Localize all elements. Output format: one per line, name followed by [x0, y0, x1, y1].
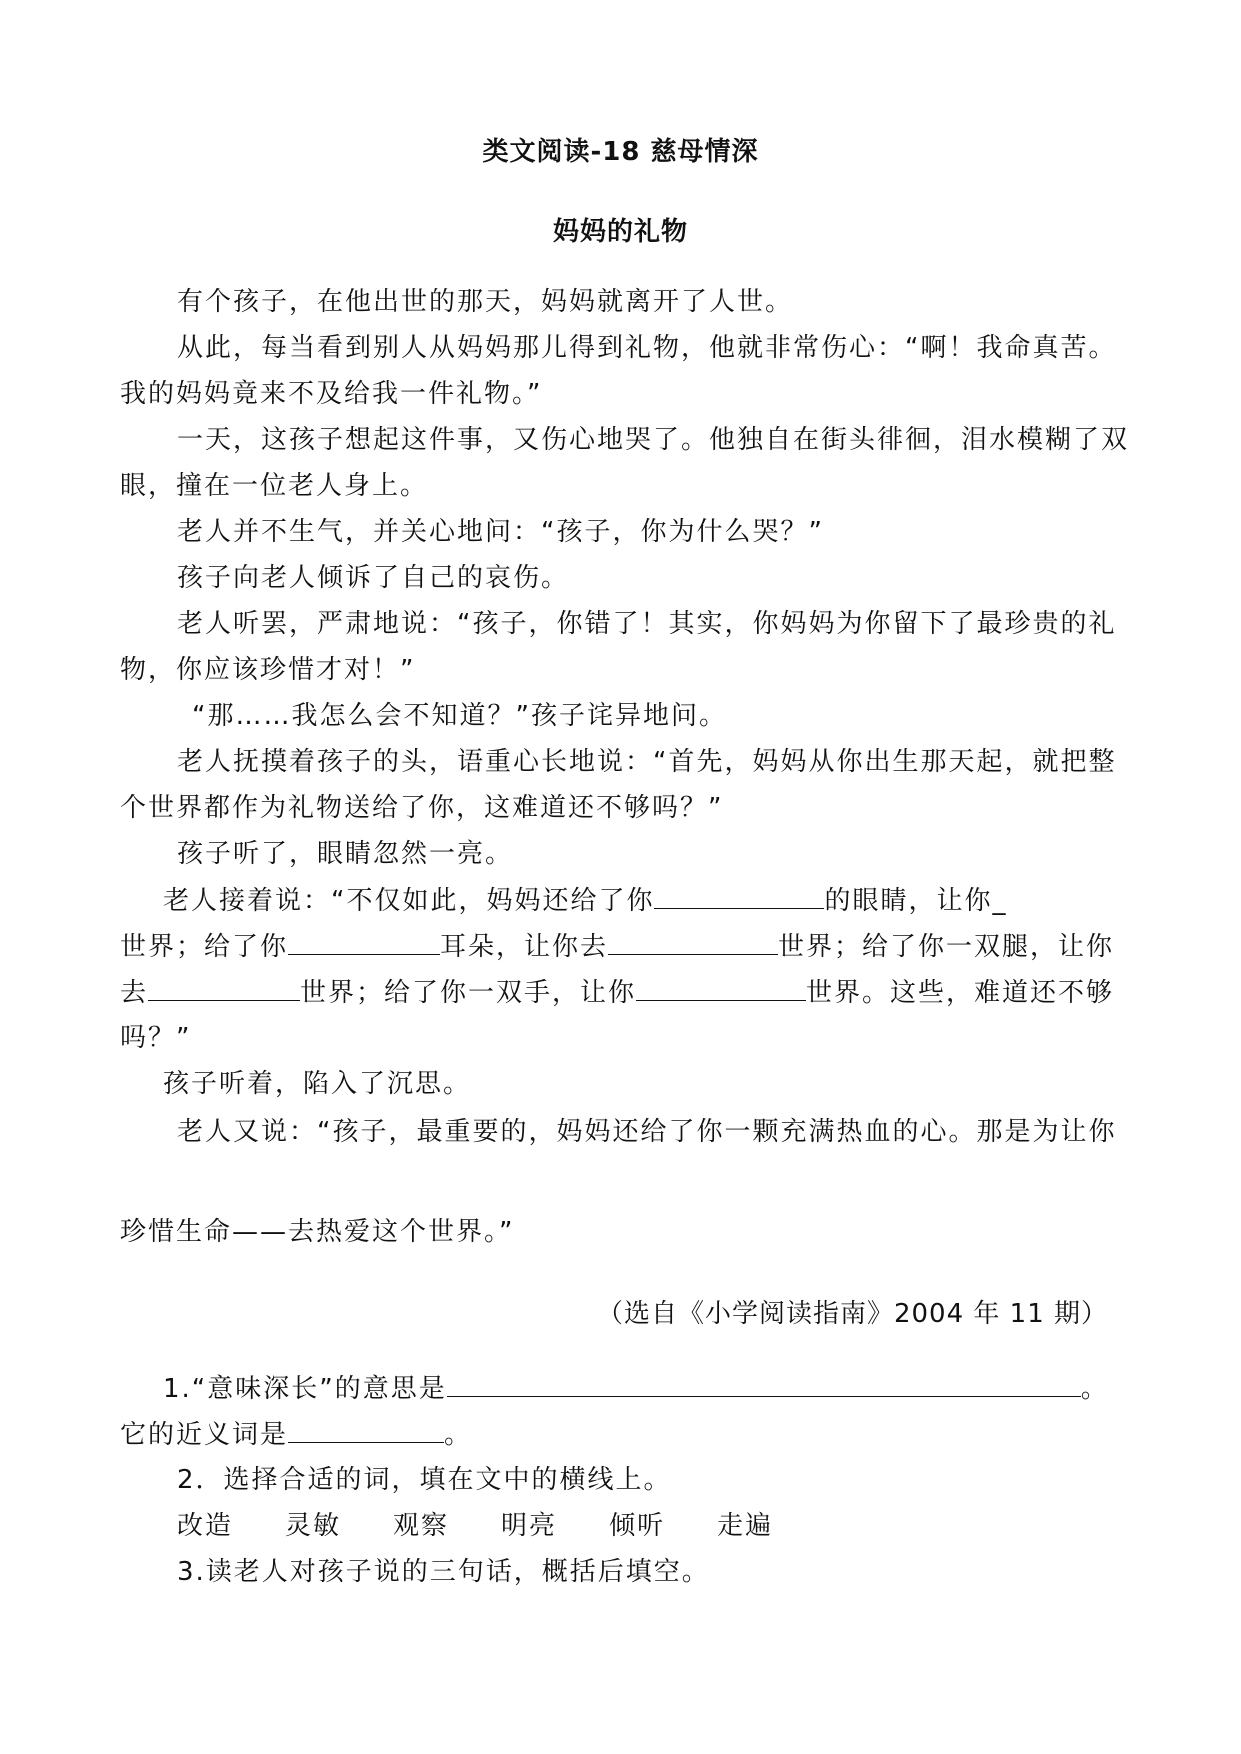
paragraph-12-line-1: 老人又说：“孩子，最重要的，妈妈还给了你一颗充满热血的心。那是为让你 [177, 1117, 1117, 1147]
paragraph-6-line-1: 老人听罢，严肃地说：“孩子，你错了！其实，你妈妈为你留下了最珍贵的礼 [177, 609, 1117, 639]
paragraph-5: 孩子向老人倾诉了自己的哀伤。 [177, 563, 570, 593]
blank-change[interactable] [636, 974, 806, 1001]
word-option: 改造 [177, 1511, 234, 1541]
paragraph-8-line-1: 老人抚摸着孩子的头，语重心长地说：“首先，妈妈从你出生那天起，就把整 [177, 747, 1117, 777]
blank-synonym[interactable] [288, 1416, 444, 1443]
paragraph-10-line-2 [120, 928, 1114, 965]
paragraph-10-line-4: 吗？” [120, 1023, 192, 1053]
paragraph-2-line-1: 从此，每当看到别人从妈妈那儿得到礼物，他就非常伤心：“啊！我命真苦。 [177, 333, 1117, 363]
paragraph-12-line-2: 珍惜生命——去热爱这个世界。” [120, 1217, 515, 1247]
question-3: 3.读老人对孩子说的三句话，概括后填空。 [177, 1557, 710, 1587]
blank-eyes[interactable] [654, 882, 824, 909]
paragraph-11: 孩子听着，陷入了沉思。 [163, 1069, 472, 1099]
source-citation: （选自《小学阅读指南》2004 年 11 期） [596, 1299, 1108, 1329]
paragraph-10-text: 世界；给了你一双腿，让你 [778, 932, 1115, 962]
blank-walk[interactable] [148, 974, 300, 1001]
paragraph-4: 老人并不生气，并关心地问：“孩子，你为什么哭？” [177, 517, 824, 547]
story-title: 妈妈的礼物 [552, 217, 688, 247]
paragraph-3-line-1: 一天，这孩子想起这件事，又伤心地哭了。他独自在街头徘徊，泪水模糊了双 [177, 425, 1130, 455]
paragraph-10-text: 的眼睛，让你_ [824, 886, 1008, 916]
paragraph-2-line-2: 我的妈妈竟来不及给我一件礼物。” [120, 379, 543, 409]
series-title: 类文阅读-18 慈母情深 [482, 137, 759, 167]
paragraph-9: 孩子听了，眼睛忽然一亮。 [177, 839, 514, 869]
word-option: 灵敏 [285, 1511, 342, 1541]
paragraph-10-text: 耳朵，让你去 [440, 932, 609, 962]
word-options [177, 1508, 825, 1544]
paragraph-10-line-3 [120, 974, 1114, 1011]
question-1-text: 1.“意味深长”的意思是 [163, 1374, 447, 1404]
word-option: 倾听 [609, 1511, 666, 1541]
question-2: 2．选择合适的词，填在文中的横线上。 [177, 1465, 672, 1495]
paragraph-1: 有个孩子，在他出世的那天，妈妈就离开了人世。 [177, 287, 794, 317]
blank-meaning[interactable] [447, 1370, 1081, 1397]
question-1-line-2 [120, 1416, 472, 1453]
paragraph-6-line-2: 物，你应该珍惜才对！” [120, 655, 416, 685]
question-1-text-end: 。 [1080, 1374, 1109, 1404]
question-1-line-1 [163, 1370, 1109, 1407]
paragraph-10-text: 去 [120, 978, 149, 1008]
blank-ears[interactable] [288, 928, 440, 955]
paragraph-10-text: 老人接着说：“不仅如此，妈妈还给了你 [163, 886, 655, 916]
word-option: 观察 [393, 1511, 450, 1541]
question-1-synonym-end: 。 [444, 1420, 473, 1450]
paragraph-7: “那……我怎么会不知道？”孩子诧异地问。 [192, 701, 727, 731]
blank-listen[interactable] [608, 928, 778, 955]
word-option: 走遍 [717, 1511, 774, 1541]
question-1-synonym-label: 它的近义词是 [120, 1420, 289, 1450]
word-option: 明亮 [501, 1511, 558, 1541]
paragraph-3-line-2: 眼，撞在一位老人身上。 [120, 471, 429, 501]
paragraph-8-line-2: 个世界都作为礼物送给了你，这难道还不够吗？” [120, 793, 724, 823]
paragraph-10-line-1 [163, 882, 1008, 919]
paragraph-10-text: 世界。这些，难道还不够 [806, 978, 1115, 1008]
paragraph-10-text: 世界；给了你 [120, 932, 289, 962]
paragraph-10-text: 世界；给了你一双手，让你 [300, 978, 637, 1008]
